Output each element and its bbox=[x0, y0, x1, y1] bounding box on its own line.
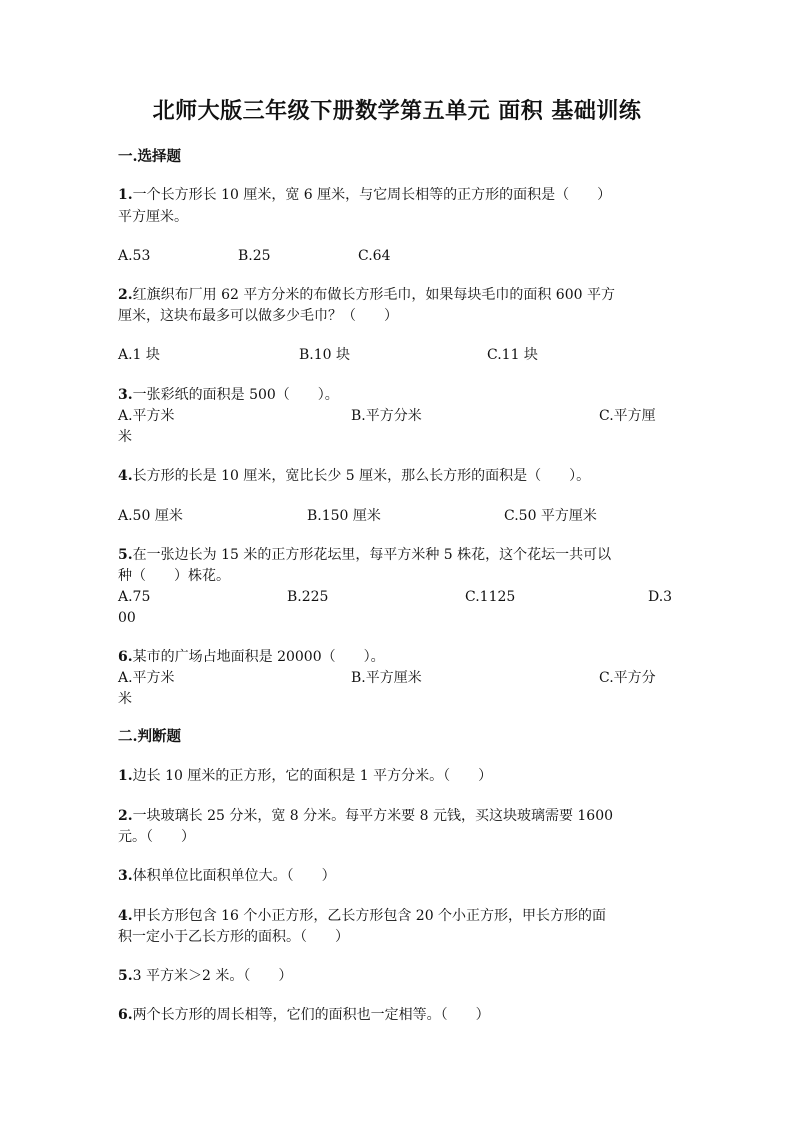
question-text: 一块玻璃长 25 分米，宽 8 分米。每平方米要 8 元钱，买这块玻璃需要 1600 bbox=[132, 808, 614, 824]
option-c: C.平方分 bbox=[599, 670, 656, 686]
question-1-line-2: 平方厘米。 bbox=[118, 209, 188, 225]
question-number: 1. bbox=[118, 768, 133, 784]
question-text: 红旗织布厂用 62 平方分米的布做长方形毛巾，如果每块毛巾的面积 600 平方 bbox=[132, 287, 615, 303]
question-number: 6. bbox=[118, 649, 133, 665]
question-6-line-1 bbox=[118, 647, 678, 667]
option-d: D.3 bbox=[648, 589, 673, 605]
option-wrap: 米 bbox=[118, 429, 132, 445]
question-number: 6. bbox=[118, 1007, 133, 1023]
section-heading-choice: 一.选择题 bbox=[118, 148, 182, 165]
question-number: 2. bbox=[118, 808, 133, 824]
option-a: A.平方米 bbox=[118, 670, 175, 686]
question-number: 5. bbox=[118, 547, 133, 563]
question-number: 3. bbox=[118, 868, 133, 884]
option-c: C.11 块 bbox=[487, 347, 538, 363]
question-2-line-2: 厘米，这块布最多可以做多少毛巾？（ ） bbox=[118, 308, 398, 324]
question-text: 某市的广场占地面积是 20000（ ）。 bbox=[132, 649, 385, 665]
question-4-line-1 bbox=[118, 466, 678, 486]
option-a: A.平方米 bbox=[118, 408, 175, 424]
option-b: B.平方厘米 bbox=[351, 670, 422, 686]
question-3-line-1 bbox=[118, 385, 678, 405]
option-a: A.50 厘米 bbox=[118, 508, 183, 524]
question-number: 4. bbox=[118, 908, 133, 924]
option-b: B.10 块 bbox=[299, 347, 351, 363]
option-b: B.平方分米 bbox=[351, 408, 422, 424]
question-5-line-1 bbox=[118, 545, 678, 565]
judge-2-line-2: 元。（ ） bbox=[118, 829, 195, 845]
question-text: 甲长方形包含 16 个小正方形，乙长方形包含 20 个小正方形，甲长方形的面 bbox=[132, 908, 607, 924]
judge-2-line-1 bbox=[118, 806, 678, 826]
judge-5-line-1 bbox=[118, 966, 678, 986]
question-text: 边长 10 厘米的正方形，它的面积是 1 平方分米。（ ） bbox=[132, 768, 493, 784]
question-text: 长方形的长是 10 厘米，宽比长少 5 厘米，那么长方形的面积是（ ）。 bbox=[132, 468, 591, 484]
judge-3-line-1 bbox=[118, 866, 678, 886]
option-c: C.1125 bbox=[465, 589, 516, 605]
question-text: 体积单位比面积单位大。（ ） bbox=[132, 868, 336, 884]
question-2-line-1 bbox=[118, 285, 678, 305]
option-wrap: 米 bbox=[118, 691, 132, 707]
option-wrap: 00 bbox=[118, 610, 136, 626]
question-number: 1. bbox=[118, 187, 133, 203]
question-1-line-1 bbox=[118, 185, 678, 205]
question-number: 4. bbox=[118, 468, 133, 484]
judge-1-line-1 bbox=[118, 766, 678, 786]
judge-6-line-1 bbox=[118, 1005, 678, 1025]
question-text: 在一张边长为 15 米的正方形花坛里，每平方米种 5 株花，这个花坛一共可以 bbox=[132, 547, 612, 563]
option-c: C.64 bbox=[358, 248, 391, 264]
option-a: A.75 bbox=[118, 589, 151, 605]
option-b: B.150 厘米 bbox=[307, 508, 381, 524]
option-b: B.225 bbox=[287, 589, 329, 605]
judge-4-line-1 bbox=[118, 906, 678, 926]
question-text: 一张彩纸的面积是 500（ ）。 bbox=[132, 387, 339, 403]
question-5-line-2: 种（ ）株花。 bbox=[118, 568, 230, 584]
section-heading-judge: 二.判断题 bbox=[118, 728, 182, 745]
judge-4-line-2: 积一定小于乙长方形的面积。（ ） bbox=[118, 929, 349, 945]
page-title: 北师大版三年级下册数学第五单元 面积 基础训练 bbox=[152, 98, 642, 124]
question-number: 5. bbox=[118, 968, 133, 984]
option-c: C.平方厘 bbox=[599, 408, 656, 424]
option-b: B.25 bbox=[238, 248, 271, 264]
option-a: A.1 块 bbox=[118, 347, 160, 363]
question-text: 3 平方米＞2 米。（ ） bbox=[132, 968, 293, 984]
option-a: A.53 bbox=[118, 248, 151, 264]
question-number: 2. bbox=[118, 287, 133, 303]
question-number: 3. bbox=[118, 387, 133, 403]
option-c: C.50 平方厘米 bbox=[504, 508, 597, 524]
question-text: 两个长方形的周长相等，它们的面积也一定相等。（ ） bbox=[132, 1007, 490, 1023]
question-text: 一个长方形长 10 厘米，宽 6 厘米，与它周长相等的正方形的面积是（ ） bbox=[132, 187, 612, 203]
